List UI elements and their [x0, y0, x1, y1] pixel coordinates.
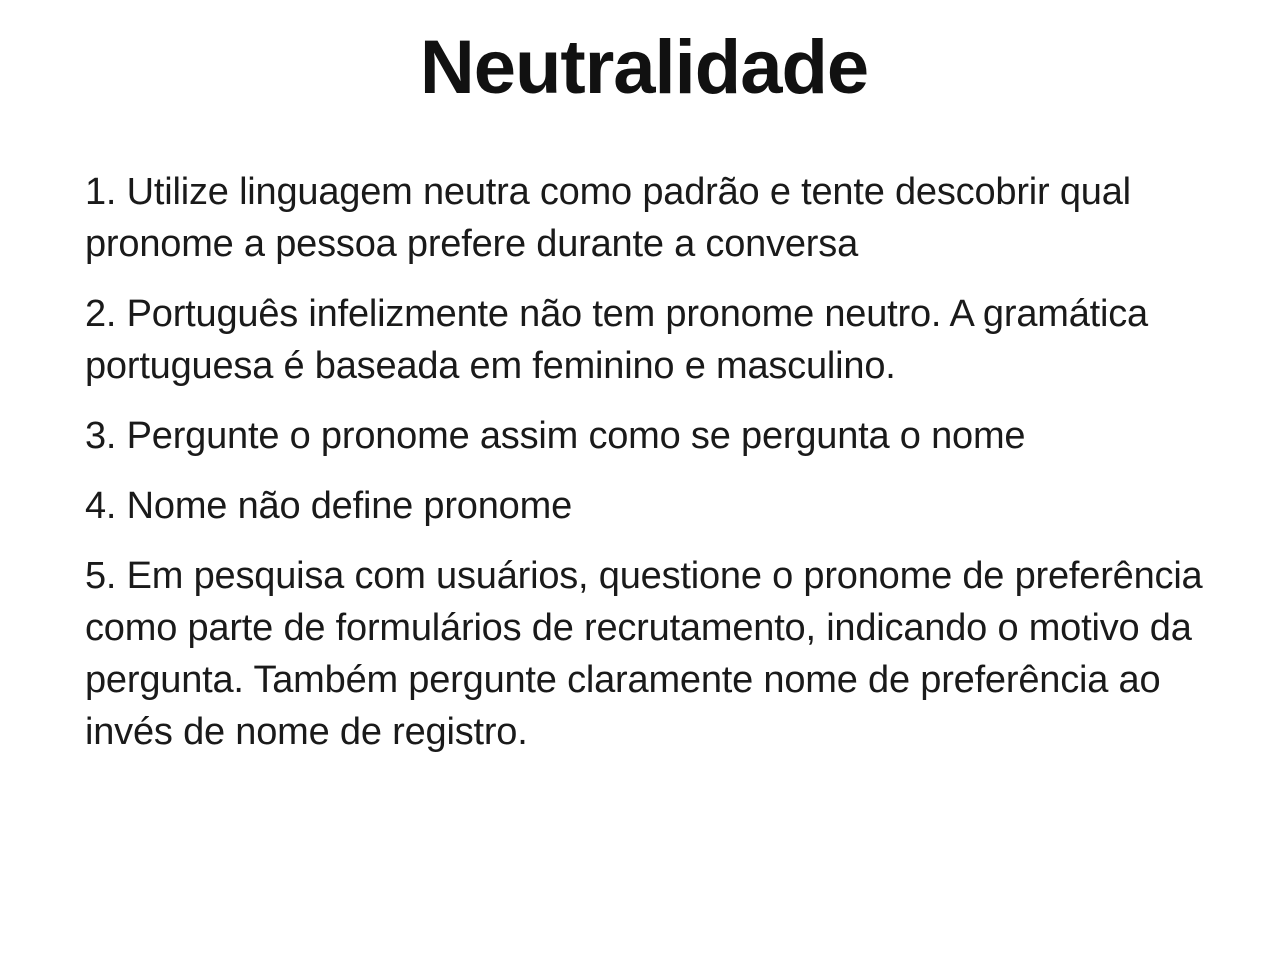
guideline-list [85, 166, 1225, 776]
guideline-item-5: 5. Em pesquisa com usuários, questione o pronome de preferência como parte de formulários de recrutamento, indicando o motivo da pergunta. Também pergunte claramente nome de preferência ao invés de nome de registro. [85, 555, 1203, 753]
guideline-item-1: 1. Utilize linguagem neutra como padrão e tente descobrir qual pronome a pessoa prefere durante a conversa [85, 171, 1131, 265]
guideline-item-2: 2. Português infelizmente não tem pronome neutro. A gramática portuguesa é baseada em feminino e masculino. [85, 293, 1148, 387]
slide-title: Neutralidade [419, 25, 869, 110]
guideline-item-3: 3. Pergunte o pronome assim como se pergunta o nome [85, 415, 1026, 457]
guideline-item-4: 4. Nome não define pronome [85, 485, 573, 527]
